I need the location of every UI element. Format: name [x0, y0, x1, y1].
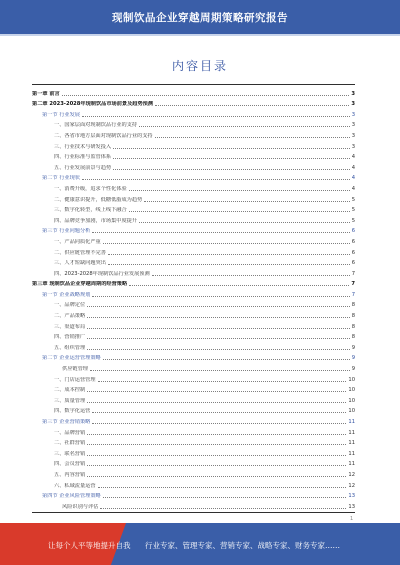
toc-leader-dots: [108, 264, 350, 265]
toc-entry-text: 一、国家层面对现制饮品行业的支持: [54, 122, 138, 129]
toc-entry-page: 8: [351, 313, 355, 320]
toc-leader-dots: [113, 158, 350, 159]
toc-leader-dots: [87, 455, 346, 456]
toc-leader-dots: [87, 444, 346, 445]
toc-entry-page: 8: [351, 334, 355, 341]
toc-entry-page: 3: [351, 143, 355, 150]
toc-entry[interactable]: [32, 499, 355, 510]
toc-leader-dots: [92, 423, 346, 424]
toc-entry[interactable]: [32, 97, 355, 108]
toc-entry-text: 三、渠道布局: [54, 323, 86, 330]
toc-entry-text: 四、营销推广: [54, 334, 86, 341]
toc-entry[interactable]: [32, 86, 355, 97]
toc-entry-text: 一、品牌营销: [54, 429, 86, 436]
toc-entry[interactable]: [32, 372, 355, 383]
toc-entry-page: 3: [351, 111, 355, 118]
toc-entry[interactable]: [32, 203, 355, 214]
toc-leader-dots: [87, 391, 346, 392]
toc-entry-text: 三、人才短缺问题突出: [54, 260, 106, 267]
toc-entry[interactable]: [32, 160, 355, 171]
toc-top-rule: [32, 84, 355, 85]
toc-leader-dots: [103, 359, 350, 360]
toc-entry-text: 四、行业标准与监管体系: [54, 154, 112, 161]
toc-entry-text: 五、内容营销: [54, 471, 86, 478]
toc-leader-dots: [139, 222, 350, 223]
toc-leader-dots: [87, 465, 346, 466]
toc-leader-dots: [155, 105, 349, 106]
toc-leader-dots: [87, 402, 346, 403]
toc-entry-page: 4: [351, 185, 355, 192]
report-title: 现制饮品企业穿越周期策略研究报告: [112, 11, 288, 24]
report-footer: [0, 523, 400, 565]
toc-entry-page: 12: [348, 482, 355, 489]
toc-entry-text: 二、产品策略: [54, 313, 86, 320]
toc-entry-text: 三、数字化转型，线上线下融合: [54, 207, 127, 214]
toc-entry-text: 六、私域流量运营: [54, 482, 96, 489]
toc-leader-dots: [100, 508, 346, 509]
toc-entry[interactable]: [32, 383, 355, 394]
page-number: 1: [350, 516, 354, 522]
toc-leader-dots: [129, 190, 350, 191]
toc-entry-text: 一、消费升级，追求个性化体验: [54, 185, 127, 192]
toc-entry-text: 五、行业发展前景与趋势: [54, 164, 112, 171]
toc-entry[interactable]: [32, 436, 355, 447]
toc-entry-text: 第一节 行业发展: [42, 111, 80, 118]
toc-entry[interactable]: [32, 287, 355, 298]
toc-leader-dots: [87, 476, 346, 477]
toc-leader-dots: [87, 338, 350, 339]
toc-entry-text: 第二节 企业运营管理策略: [42, 355, 101, 362]
toc-bottom-rule: [32, 512, 355, 513]
toc-entry-page: 7: [351, 291, 355, 298]
toc-entry-page: 11: [348, 461, 355, 468]
toc-entry-page: 11: [348, 440, 355, 447]
toc-entry-page: 7: [351, 281, 355, 288]
toc-leader-dots: [144, 201, 349, 202]
toc-entry-page: 6: [351, 238, 355, 245]
toc-entry-text: 三、质量管理: [54, 397, 86, 404]
toc-entry[interactable]: [32, 118, 355, 129]
toc-entry-text: 供应链管理: [62, 366, 88, 373]
toc-entry-page: 5: [351, 196, 355, 203]
toc-entry-text: 一、品牌定位: [54, 302, 86, 309]
toc-entry-page: 4: [351, 175, 355, 182]
footer-slogan: 让每个人平等地提升自我: [48, 541, 131, 550]
toc-entry-page: 10: [348, 387, 355, 394]
toc-entry-page: 11: [348, 450, 355, 457]
toc-entry[interactable]: [32, 298, 355, 309]
toc-leader-dots: [92, 296, 349, 297]
table-of-contents: [32, 86, 355, 510]
toc-entry-text: 第三节 行业问题分析: [42, 228, 91, 235]
toc-entry-text: 四、数字化运营: [54, 408, 91, 415]
toc-leader-dots: [87, 328, 350, 329]
toc-entry[interactable]: [32, 139, 355, 150]
toc-entry[interactable]: [32, 213, 355, 224]
toc-entry[interactable]: [32, 171, 355, 182]
toc-entry[interactable]: [32, 224, 355, 235]
toc-entry-text: 四、2023-2028年现制饮品行业发展预测: [54, 270, 150, 277]
toc-entry[interactable]: [32, 107, 355, 118]
toc-leader-dots: [103, 243, 350, 244]
toc-leader-dots: [108, 254, 350, 255]
toc-entry-text: 二、供应链管理不完善: [54, 249, 106, 256]
toc-entry-text: 四、品牌竞争加剧，市场集中度提升: [54, 217, 138, 224]
toc-entry[interactable]: [32, 330, 355, 341]
toc-leader-dots: [152, 275, 350, 276]
toc-entry[interactable]: [32, 266, 355, 277]
toc-leader-dots: [113, 148, 350, 149]
toc-leader-dots: [139, 126, 350, 127]
toc-entry-text: 二、健康意识提升，低糖低脂成为趋势: [54, 196, 143, 203]
toc-entry-text: 风险识别与评估: [62, 503, 99, 510]
toc-leader-dots: [98, 487, 347, 488]
toc-entry-text: 第二节 行业现状: [42, 175, 80, 182]
toc-entry-text: 第三节 企业营销策略: [42, 419, 91, 425]
toc-entry[interactable]: [32, 128, 355, 139]
toc-leader-dots: [103, 497, 347, 498]
toc-entry[interactable]: [32, 446, 355, 457]
toc-entry-text: 二、社群营销: [54, 440, 86, 447]
toc-entry[interactable]: [32, 181, 355, 192]
toc-entry-page: 9: [351, 344, 355, 351]
toc-entry-page: 8: [351, 302, 355, 309]
toc-entry[interactable]: [32, 425, 355, 436]
toc-entry-page: 3: [351, 90, 355, 97]
toc-leader-dots: [129, 285, 349, 286]
toc-entry[interactable]: [32, 150, 355, 161]
toc-entry-page: 11: [348, 419, 355, 425]
toc-leader-dots: [82, 116, 350, 117]
toc-entry-text: 第三章 现制饮品企业穿越周期的经营策略: [32, 281, 128, 288]
toc-leader-dots: [90, 370, 350, 371]
toc-entry-text: 第一章 前言: [32, 90, 60, 97]
toc-entry-page: 10: [348, 376, 355, 383]
toc-leader-dots: [62, 95, 350, 96]
toc-leader-dots: [82, 179, 350, 180]
toc-entry[interactable]: [32, 308, 355, 319]
toc-entry-page: 6: [351, 228, 355, 235]
toc-entry-text: 第一节 企业战略规划: [42, 291, 91, 298]
toc-entry-page: 7: [351, 270, 355, 277]
toc-leader-dots: [92, 232, 349, 233]
toc-entry-page: 9: [351, 366, 355, 373]
toc-entry[interactable]: [32, 319, 355, 330]
toc-entry[interactable]: [32, 256, 355, 267]
toc-leader-dots: [92, 412, 346, 413]
toc-entry-page: 3: [351, 101, 355, 108]
toc-leader-dots: [87, 434, 346, 435]
toc-entry-page: 10: [348, 408, 355, 415]
toc-entry[interactable]: [32, 192, 355, 203]
toc-entry-page: 6: [351, 249, 355, 256]
toc-entry-page: 5: [351, 207, 355, 214]
toc-entry[interactable]: [32, 414, 355, 425]
toc-entry-page: 8: [351, 323, 355, 330]
toc-entry[interactable]: [32, 404, 355, 415]
toc-entry-page: 13: [348, 503, 355, 510]
toc-entry-text: 三、行业技术与研发投入: [54, 143, 112, 150]
toc-entry[interactable]: [32, 393, 355, 404]
toc-entry-page: 10: [348, 397, 355, 404]
toc-leader-dots: [98, 381, 347, 382]
toc-entry-text: 二、成本控制: [54, 387, 86, 394]
toc-entry-text: 五、组织管理: [54, 344, 86, 351]
toc-entry-page: 6: [351, 260, 355, 267]
toc-entry[interactable]: [32, 489, 355, 500]
toc-entry-text: 四、会员营销: [54, 461, 86, 468]
toc-entry[interactable]: [32, 277, 355, 288]
toc-entry[interactable]: [32, 467, 355, 478]
header-divider: [0, 34, 400, 36]
toc-entry[interactable]: [32, 340, 355, 351]
toc-title: 内容目录: [171, 59, 228, 73]
toc-entry-text: 一、产品同质化严重: [54, 238, 101, 245]
toc-entry-text: 第四节 企业风险管理策略: [42, 493, 101, 500]
toc-entry[interactable]: [32, 351, 355, 362]
report-header: [0, 0, 400, 34]
toc-entry[interactable]: [32, 361, 355, 372]
toc-entry-page: 9: [351, 355, 355, 362]
toc-entry[interactable]: [32, 234, 355, 245]
footer-experts: 行业专家、管理专家、营销专家、战略专家、财务专家……: [145, 541, 340, 550]
toc-entry-text: 第二章 2023-2028年现制饮品市场前景及趋势预测: [32, 101, 154, 108]
toc-leader-dots: [87, 306, 350, 307]
toc-entry-page: 4: [351, 164, 355, 171]
toc-leader-dots: [87, 349, 350, 350]
toc-entry-page: 11: [348, 429, 355, 436]
toc-entry-page: 13: [348, 493, 355, 500]
toc-entry-text: 三、联名营销: [54, 450, 86, 457]
toc-leader-dots: [155, 137, 350, 138]
toc-entry-page: 3: [351, 122, 355, 129]
toc-entry-text: 二、各省市地方层面对现制饮品行业的支持: [54, 132, 153, 139]
toc-entry-page: 5: [351, 217, 355, 224]
toc-leader-dots: [129, 211, 350, 212]
toc-entry[interactable]: [32, 457, 355, 468]
toc-entry-page: 4: [351, 154, 355, 161]
toc-entry[interactable]: [32, 478, 355, 489]
toc-leader-dots: [87, 317, 350, 318]
toc-leader-dots: [113, 169, 350, 170]
toc-entry-page: 3: [351, 132, 355, 139]
toc-entry[interactable]: [32, 245, 355, 256]
toc-entry-page: 12: [348, 471, 355, 478]
toc-entry-text: 一、门店运营管理: [54, 376, 96, 383]
